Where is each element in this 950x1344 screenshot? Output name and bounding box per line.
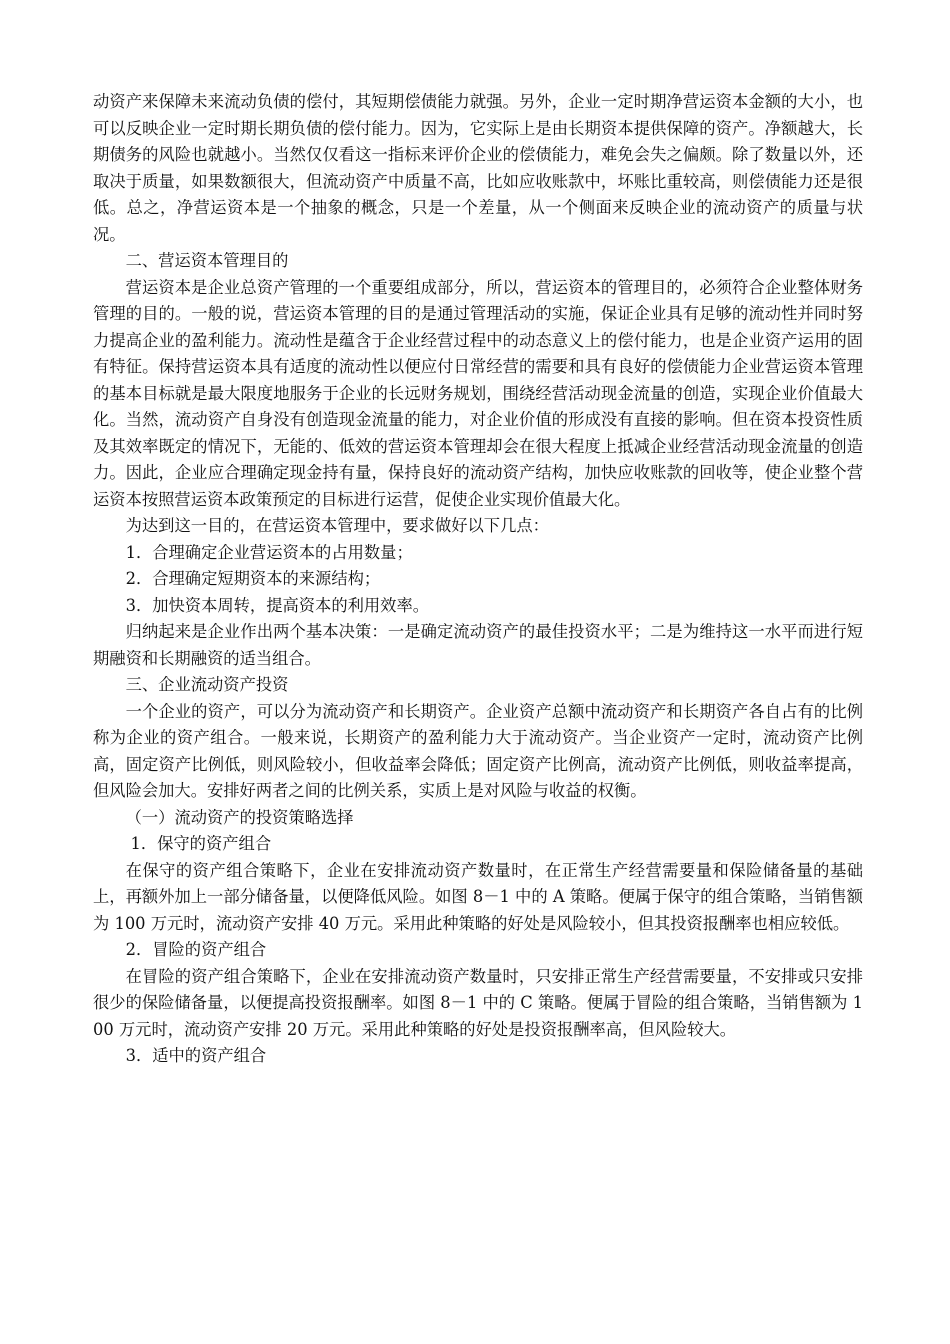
list-item-2: 2．合理确定短期资本的来源结构； (125, 569, 381, 588)
item-heading-aggressive: 2．冒险的资产组合 (125, 940, 267, 959)
paragraph-aggressive: 在冒险的资产组合策略下，企业在安排流动资产数量时，只安排正常生产经营需要量，不安排或只安排很少的保险储备量，以便提高投资报酬率。如图 8－1 中的 C 策略。便属于冒险的组合策略，当销售额为 100 万元时，流动资产安排 20 万元。采用此种策略的好处是投资报酬率高，但风险较大。 (93, 966, 863, 1039)
item-heading-conservative: 1．保守的资产组合 (130, 834, 272, 853)
list-item-1: 1．合理确定企业营运资本的占用数量； (125, 542, 413, 562)
document-body (93, 89, 863, 1070)
paragraph-continuation: 动资产来保障未来流动负债的偿付，其短期偿债能力就强。另外，企业一定时期净营运资本金额的大小，也可以反映企业一定时期长期负债的偿付能力。因为，它实际上是由长期资本提供保障的资产。净额越大，长期债务的风险也就越小。当然仅仅看这一指标来评价企业的偿债能力，难免会失之偏颇。除了数量以外，还取决于质量，如果数额很大，但流动资产中质量不高，比如应收账款中，坏账比重较高，则偿债能力还是很低。总之，净营运资本是一个抽象的概念，只是一个差量，从一个侧面来反映企业的流动资产的质量与状况。 (93, 92, 863, 244)
list-item-3: 3．加快资本周转，提高资本的利用效率。 (125, 595, 430, 615)
paragraph-management-goal: 营运资本是企业总资产管理的一个重要组成部分，所以，营运资本的管理目的，必须符合企业整体财务管理的目的。一般的说，营运资本管理的目的是通过管理活动的实施，保证企业具有足够的流动性并同时努力提高企业的盈利能力。流动性是蕴含于企业经营过程中的动态意义上的偿付能力，也是企业资产运用的固有特征。保持营运资本具有适度的流动性以便应付日常经营的需要和具有良好的偿债能力企业营运资本管理的基本目标就是最大限度地服务于企业的长远财务规划，围绕经营活动现金流量的创造，实现企业价值最大化。当然，流动资产自身没有创造现金流量的能力，对企业价值的形成没有直接的影响。但在资本投资性质及其效率既定的情况下，无能的、低效的营运资本管理却会在很大程度上抵减企业经营活动现金流量的创造力。因此，企业应合理确定现金持有量，保持良好的流动资产结构，加快应收账款的回收等，使企业整个营运资本按照营运资本政策预定的目标进行运营，促使企业实现价值最大化。 (93, 277, 863, 509)
paragraph-summary: 归纳起来是企业作出两个基本决策：一是确定流动资产的最佳投资水平；二是为维持这一水平而进行短期融资和长期融资的适当组合。 (93, 622, 863, 668)
paragraph-requirements-intro: 为达到这一目的，在营运资本管理中，要求做好以下几点： (125, 516, 549, 535)
section-heading-2: 二、营运资本管理目的 (125, 251, 289, 270)
subsection-heading-1: （一）流动资产的投资策略选择 (125, 807, 354, 827)
item-heading-moderate: 3．适中的资产组合 (125, 1046, 267, 1065)
paragraph-conservative: 在保守的资产组合策略下，企业在安排流动资产数量时，在正常生产经营需要量和保险储备量的基础上，再额外加上一部分储备量，以便降低风险。如图 8－1 中的 A 策略。便属于保守的组合策略，当销售额为 100 万元时，流动资产安排 40 万元。采用此种策略的好处是风险较小，但其投资报酬率也相应较低。 (93, 860, 863, 933)
section-heading-3: 三、企业流动资产投资 (125, 675, 289, 694)
paragraph-asset-portfolio: 一个企业的资产，可以分为流动资产和长期资产。企业资产总额中流动资产和长期资产各自占有的比例称为企业的资产组合。一般来说，长期资产的盈利能力大于流动资产。当企业资产一定时，流动资产比例高，固定资产比例低，则风险较小，但收益率会降低；固定资产比例高，流动资产比例低，则收益率提高，但风险会加大。安排好两者之间的比例关系，实质上是对风险与收益的权衡。 (93, 701, 863, 800)
